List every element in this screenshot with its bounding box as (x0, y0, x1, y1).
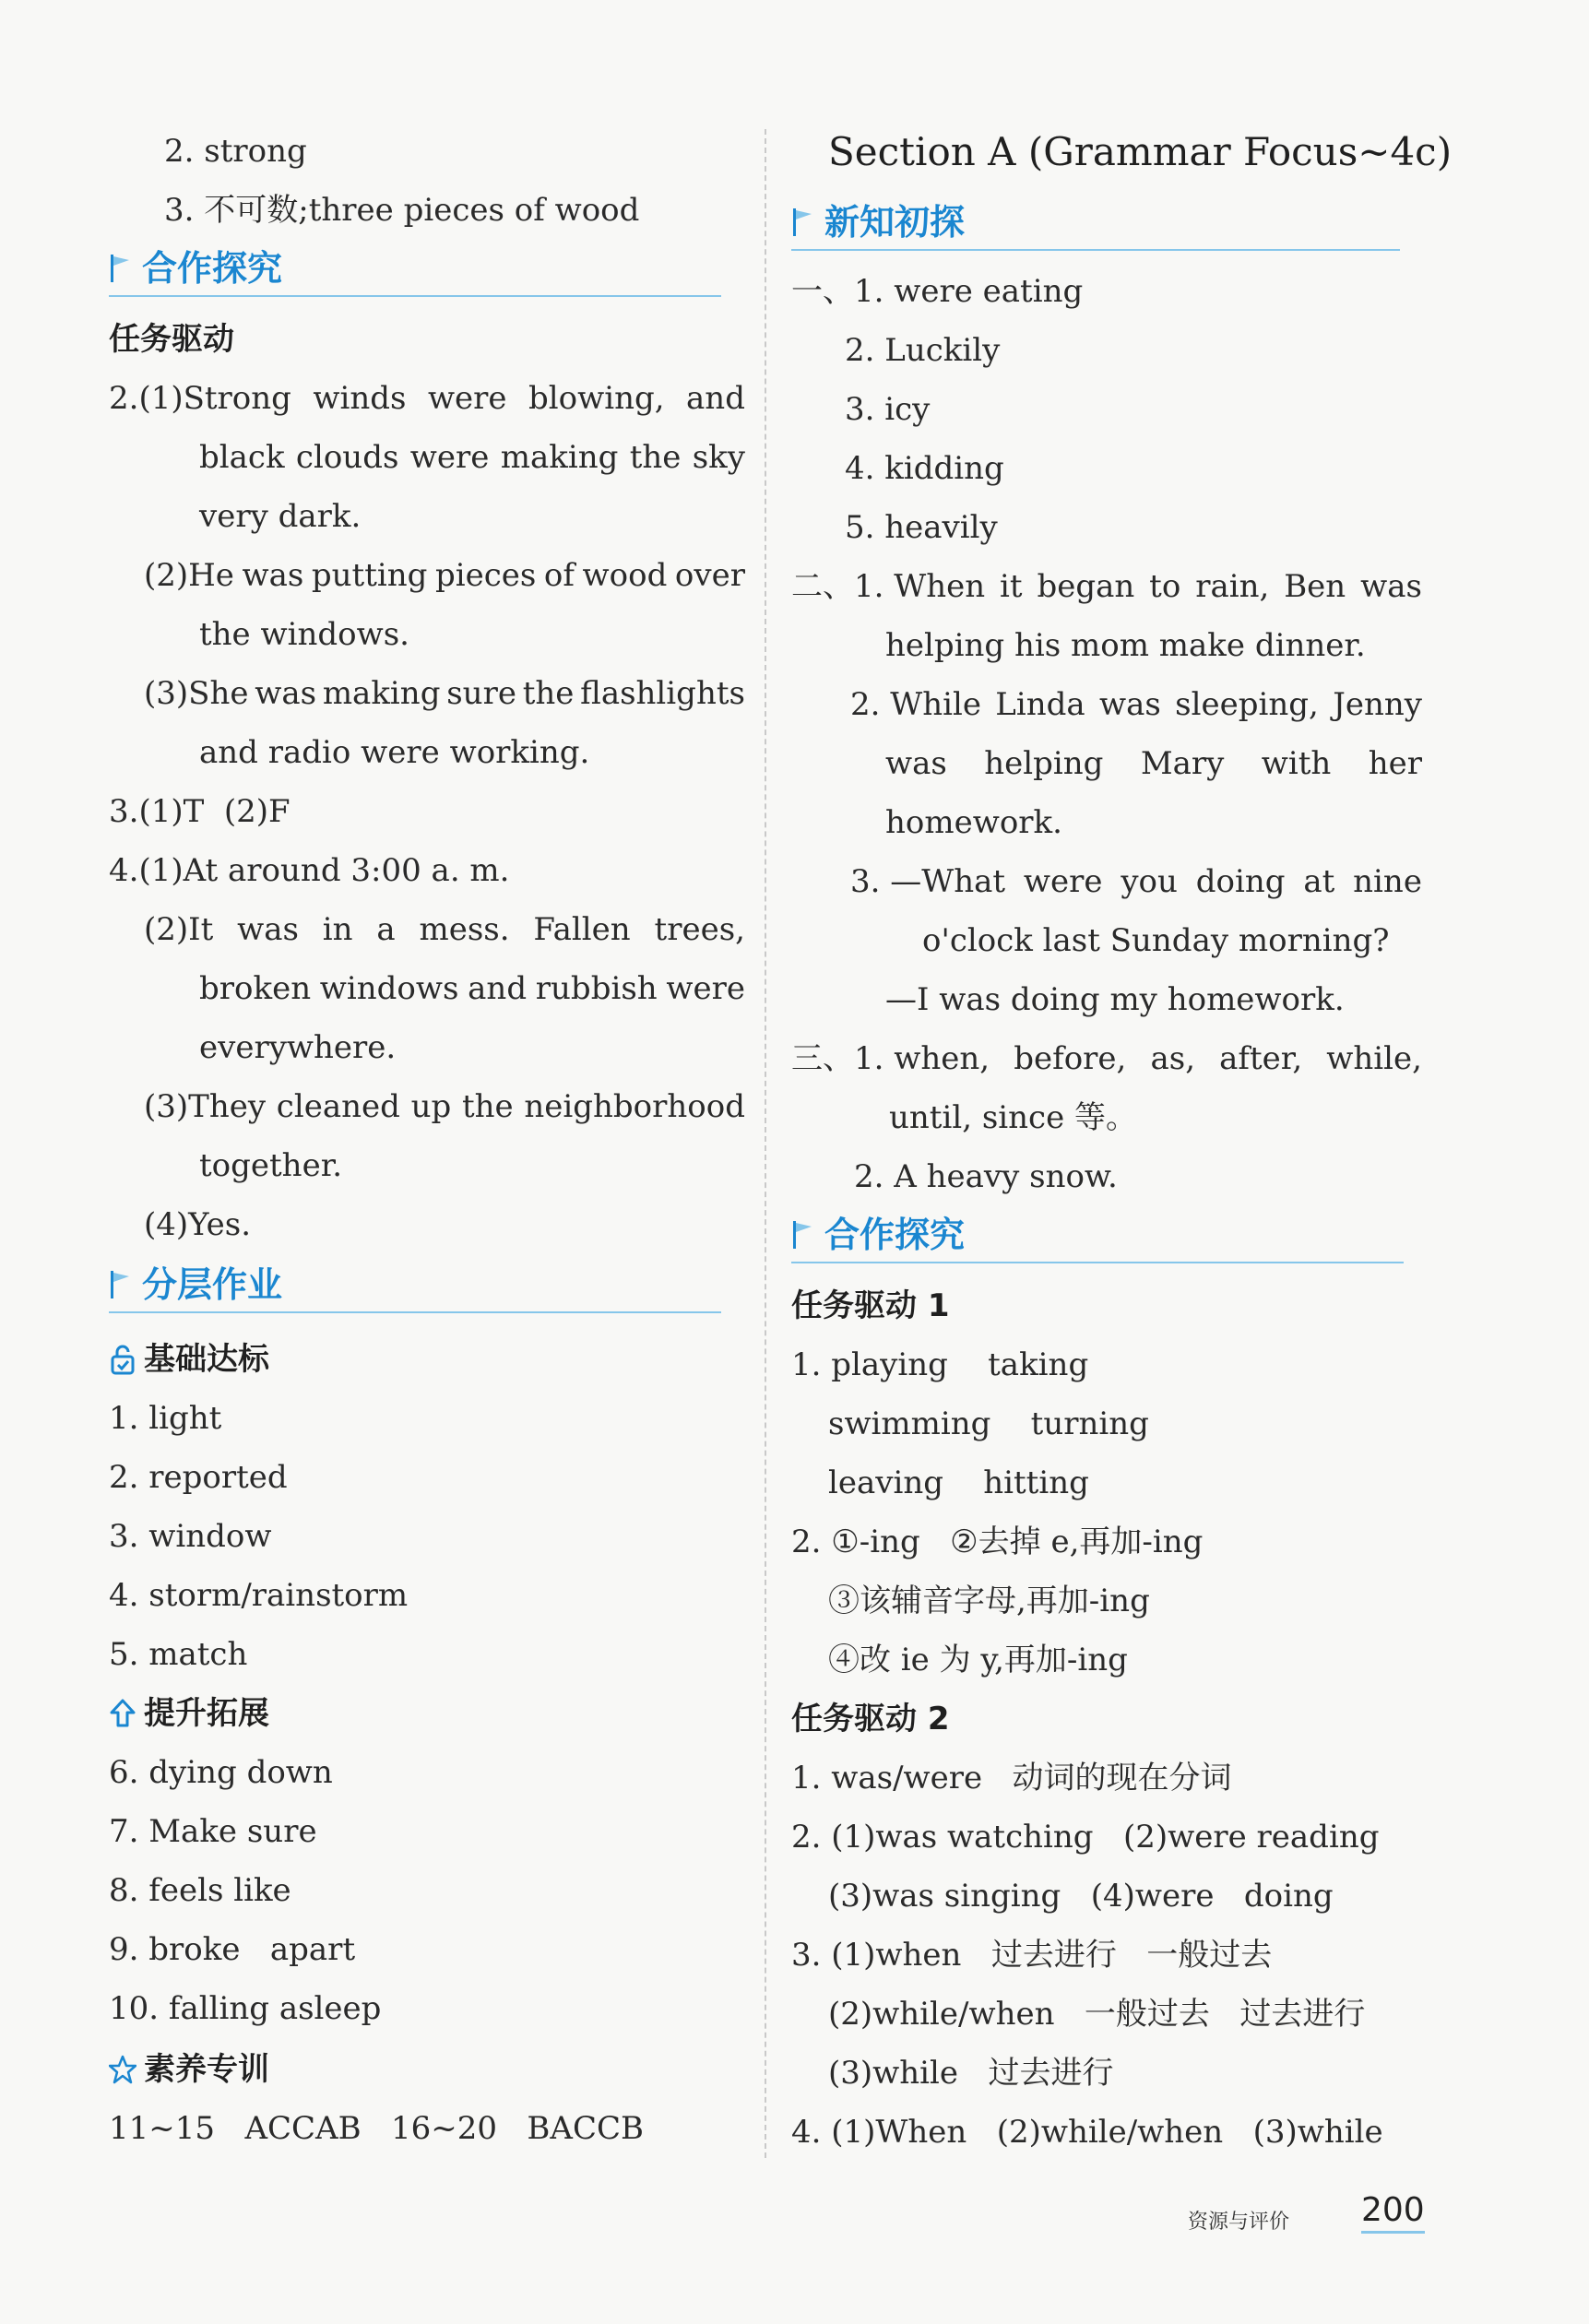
word: (3)They (144, 1088, 267, 1125)
answer-line: 4. kidding (845, 450, 1004, 487)
word: a (376, 911, 396, 948)
answer-line: 一、1. were eating (791, 273, 1084, 310)
answer-line: (2)while/when 一般过去 过去进行 (828, 1996, 1366, 2033)
answer-line: very dark. (199, 498, 362, 535)
word: 二、1. When (791, 568, 986, 605)
word: helping (984, 745, 1104, 782)
answer-line (109, 378, 745, 419)
word: after, (1219, 1040, 1303, 1077)
answer-line: the windows. (199, 616, 409, 653)
list-item: 4. storm/rainstorm (109, 1577, 409, 1614)
word: while, (1326, 1040, 1422, 1077)
answer-line: 5. heavily (845, 509, 998, 546)
word: winds (313, 380, 407, 417)
word: were (1023, 863, 1103, 900)
task-drive-heading: 任务驱动 (109, 321, 234, 358)
list-item: 10. falling asleep (109, 1990, 382, 2027)
word: 2. While (850, 686, 981, 723)
answer-line: 1. playing taking (791, 1346, 1089, 1383)
answer-line: homework. (885, 804, 1062, 841)
section-header-label: 分层作业 (142, 1264, 283, 1305)
section-header-coop-right (791, 1210, 1404, 1263)
word: 三、1. when, (791, 1040, 990, 1077)
answer-line (791, 1038, 1422, 1079)
word: it (1000, 568, 1023, 605)
word: broken (199, 970, 312, 1007)
answer-line: ③该辅音字母,再加-ing (828, 1583, 1150, 1619)
word: putting (311, 557, 428, 594)
word: was (237, 911, 299, 948)
answer-line (144, 555, 745, 596)
list-item: 3. window (109, 1518, 272, 1555)
answer-line: 2. strong (164, 133, 307, 170)
list-item: 1. light (109, 1400, 222, 1437)
word: before, (1014, 1040, 1127, 1077)
word: 3. —What (850, 863, 1006, 900)
word: Jenny (1333, 686, 1422, 723)
advance-heading (109, 1693, 269, 1734)
answer-line: leaving hitting (828, 1464, 1089, 1501)
answer-line: (4)Yes. (144, 1206, 252, 1243)
answer-line: 2. (1)was watching (2)were reading (791, 1819, 1380, 1856)
word: (2)He (144, 557, 234, 594)
answer-line (850, 684, 1422, 725)
word: blowing, (528, 380, 665, 417)
arrow-up-icon (109, 1698, 136, 1729)
word: sleeping, (1175, 686, 1319, 723)
word: were (409, 439, 490, 476)
word: Linda (995, 686, 1085, 723)
star-icon (109, 2054, 136, 2085)
word: were (427, 380, 507, 417)
flag-icon (791, 207, 815, 238)
section-header-label: 合作探究 (142, 248, 283, 289)
answer-line: 3. 不可数;three pieces of wood (164, 192, 640, 229)
word: flashlights (580, 675, 745, 712)
lock-check-icon (109, 1344, 136, 1375)
word: was (242, 557, 304, 594)
answer-line (885, 743, 1422, 784)
word: the (461, 1088, 514, 1125)
answer-line: 11~15 ACCAB 16~20 BACCB (109, 2110, 644, 2147)
word: black (199, 439, 285, 476)
answer-line (144, 1086, 745, 1127)
column-divider (765, 129, 766, 2158)
section-header-new (791, 197, 1400, 251)
basic-heading-label: 基础达标 (144, 1341, 269, 1378)
word: sky (692, 439, 745, 476)
word: the (522, 675, 575, 712)
answer-line (144, 673, 745, 714)
word: wood (582, 557, 668, 594)
word: to (1149, 568, 1181, 605)
word: of (543, 557, 575, 594)
word: at (1303, 863, 1335, 900)
answer-line: 2. A heavy snow. (854, 1158, 1118, 1195)
answer-line (850, 861, 1422, 902)
word: Mary (1140, 745, 1225, 782)
answer-line: 2. ①-ing ②去掉 e,再加-ing (791, 1524, 1204, 1560)
answer-line: 2. Luckily (845, 332, 1001, 369)
word: over (674, 557, 745, 594)
answer-line: 4.(1)At around 3:00 a. m. (109, 852, 510, 889)
word: clouds (295, 439, 399, 476)
list-item: 5. match (109, 1636, 248, 1673)
answer-line: helping his mom make dinner. (885, 627, 1366, 664)
word: with (1261, 745, 1332, 782)
word: you (1121, 863, 1178, 900)
word: was (255, 675, 317, 712)
word: nine (1353, 863, 1422, 900)
answer-line: everywhere. (199, 1029, 397, 1066)
word: neighborhood (524, 1088, 745, 1125)
answer-line (144, 909, 745, 950)
word: was (885, 745, 947, 782)
answer-line: 3. icy (845, 391, 931, 428)
answer-line: 3. (1)when 过去进行 一般过去 (791, 1937, 1273, 1974)
answer-line: ④改 ie 为 y,再加-ing (828, 1642, 1128, 1678)
answer-line (199, 968, 745, 1009)
word: sure (446, 675, 516, 712)
section-header-layer (109, 1260, 721, 1313)
answer-line: 1. was/were 动词的现在分词 (791, 1760, 1232, 1796)
word: (3)She (144, 675, 249, 712)
word: Fallen (533, 911, 631, 948)
word: began (1037, 568, 1135, 605)
section-header-label: 合作探究 (824, 1215, 966, 1255)
word: doing (1195, 863, 1286, 900)
answer-line: together. (199, 1147, 343, 1184)
task-drive-2-heading: 任务驱动 2 (791, 1701, 950, 1737)
word: her (1368, 745, 1422, 782)
word: as, (1150, 1040, 1196, 1077)
list-item: 7. Make sure (109, 1813, 317, 1850)
word: the (629, 439, 682, 476)
word: cleaned (276, 1088, 400, 1125)
advance-heading-label: 提升拓展 (144, 1695, 269, 1732)
footer-label: 资源与评价 (1188, 2211, 1290, 2234)
answer-line: (3)while 过去进行 (828, 2055, 1114, 2092)
word: rubbish (535, 970, 658, 1007)
word: (2)It (144, 911, 214, 948)
section-header-coop (109, 243, 721, 297)
word: 2.(1)Strong (109, 380, 291, 417)
word: rain, (1195, 568, 1270, 605)
literacy-heading-label: 素养专训 (144, 2051, 269, 2088)
word: were (666, 970, 745, 1007)
answer-line: 4. (1)When (2)while/when (3)while (791, 2114, 1383, 2151)
page-title: Section A (Grammar Focus~4c) (828, 129, 1453, 174)
list-item: 9. broke apart (109, 1931, 356, 1968)
list-item: 2. reported (109, 1459, 288, 1496)
word: mess. (419, 911, 510, 948)
answer-line: 3.(1)T (2)F (109, 793, 291, 830)
answer-line (199, 437, 745, 478)
word: making (500, 439, 619, 476)
word: making (322, 675, 441, 712)
word: in (322, 911, 353, 948)
word: was (1099, 686, 1161, 723)
list-item: 6. dying down (109, 1754, 333, 1791)
flag-icon (109, 1269, 133, 1300)
basic-heading (109, 1339, 269, 1380)
answer-line: o'clock last Sunday morning? (922, 922, 1390, 959)
word: windows (319, 970, 459, 1007)
flag-icon (791, 1219, 815, 1251)
answer-line (791, 566, 1422, 607)
flag-icon (109, 253, 133, 284)
answer-line: swimming turning (828, 1405, 1149, 1442)
answer-line: until, since 等。 (889, 1099, 1138, 1136)
literacy-heading (109, 2049, 269, 2090)
word: pieces (434, 557, 537, 594)
list-item: 8. feels like (109, 1872, 291, 1909)
word: and (468, 970, 528, 1007)
word: and (686, 380, 745, 417)
word: was (1360, 568, 1422, 605)
word: trees, (654, 911, 745, 948)
section-header-label: 新知初探 (824, 202, 966, 243)
word: Ben (1284, 568, 1346, 605)
answer-line: (3)was singing (4)were doing (828, 1878, 1334, 1915)
page-number: 200 (1361, 2191, 1425, 2234)
answer-line: —I was doing my homework. (885, 981, 1345, 1018)
task-drive-1-heading: 任务驱动 1 (791, 1287, 950, 1324)
answer-line: and radio were working. (199, 734, 590, 771)
word: up (410, 1088, 452, 1125)
